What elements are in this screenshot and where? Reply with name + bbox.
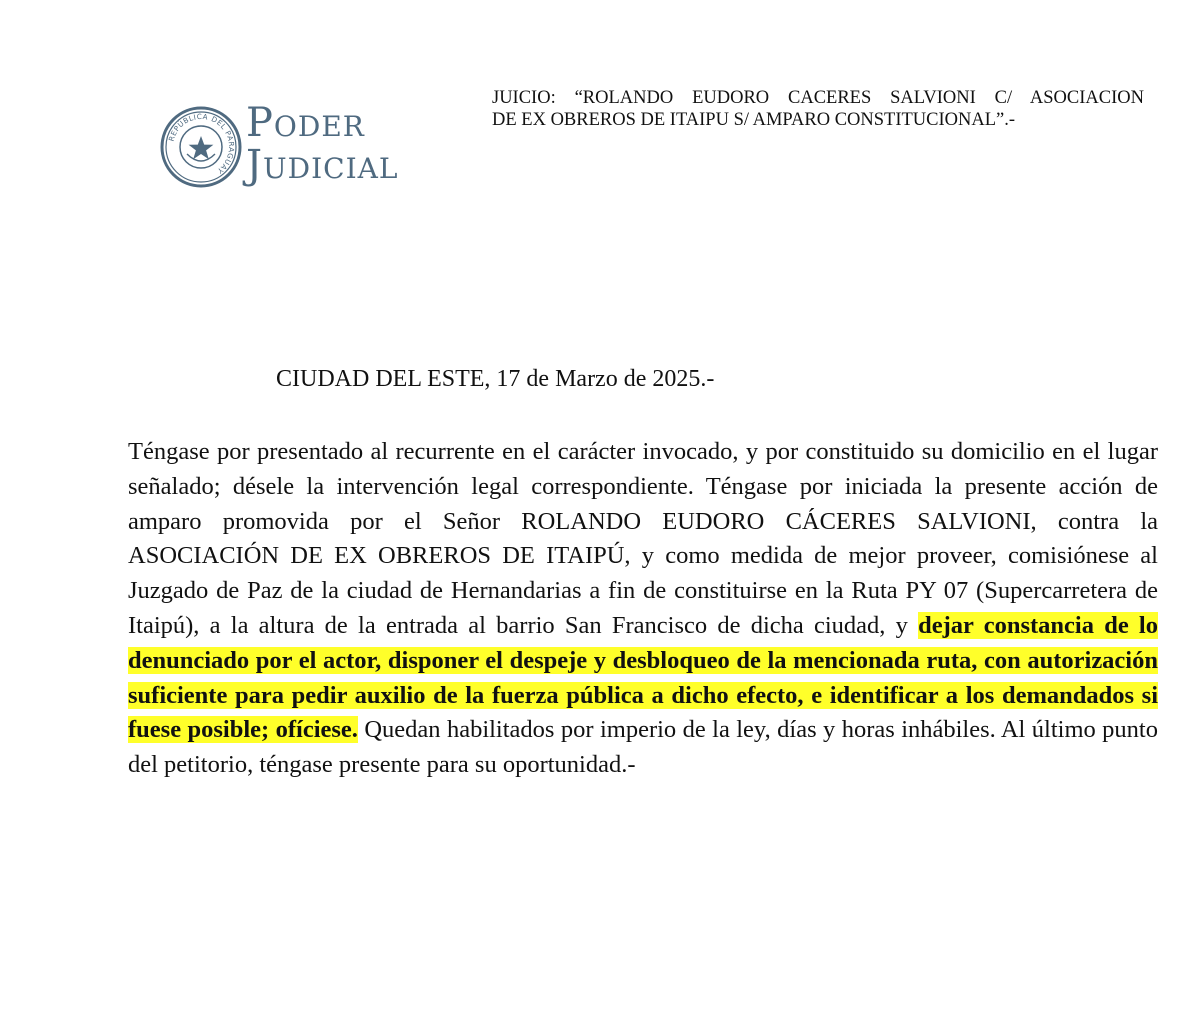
- case-title-line-2: DE EX OBREROS DE ITAIPU S/ AMPARO CONSTITUCIONAL”.-: [492, 110, 1016, 130]
- date-line: CIUDAD DEL ESTE, 17 de Marzo de 2025.-: [276, 366, 715, 392]
- paragraph-text-start: Téngase por presentado al recurrente en el carácter invocado, y por constituido su domicilio en el lugar señalado; désele la intervención legal correspondiente. Téngase por iniciada la presente acción de amparo promovida por el Señor ROLANDO EUDORO CÁCERES SALVIONI, contra la ASOCIACIÓN DE EX OBREROS DE ITAIPÚ, y como medida de mejor proveer, comisiónese al Juzgado de Paz de la ciudad de Hernandarias a fin de constituirse en la Ruta PY 07 (Supercarretera de Itaipú), a la altura de la entrada al barrio San Francisco de dicha ciudad, y: [128, 438, 1158, 639]
- seal-icon: [160, 106, 242, 188]
- poder-judicial-logo: [160, 100, 460, 193]
- case-title: [492, 87, 1144, 131]
- logo-word-judicial: Judicial: [246, 142, 399, 188]
- case-title-line-1: JUICIO: “ROLANDO EUDORO CACERES SALVIONI C/ ASOCIACION: [492, 88, 1144, 108]
- highlighted-order: dejar constancia de lo denunciado por el actor, disponer el despeje y desbloqueo de la mencionada ruta, con autorización suficiente para pedir auxilio de la fuerza pública a dicho efecto, e identificar a los demandados si fuese posible; ofíciese.: [128, 611, 1158, 744]
- resolution-paragraph: [128, 435, 1158, 783]
- paragraph-text-end: Quedan habilitados por imperio de la ley, días y horas inhábiles. Al último punto del petitorio, téngase presente para su oportunidad.-: [128, 716, 1158, 779]
- logo-word-poder: Poder: [246, 100, 365, 146]
- svg-text:REPÚBLICA DEL PARAGUAY: REPÚBLICA DEL PARAGUAY: [166, 111, 237, 176]
